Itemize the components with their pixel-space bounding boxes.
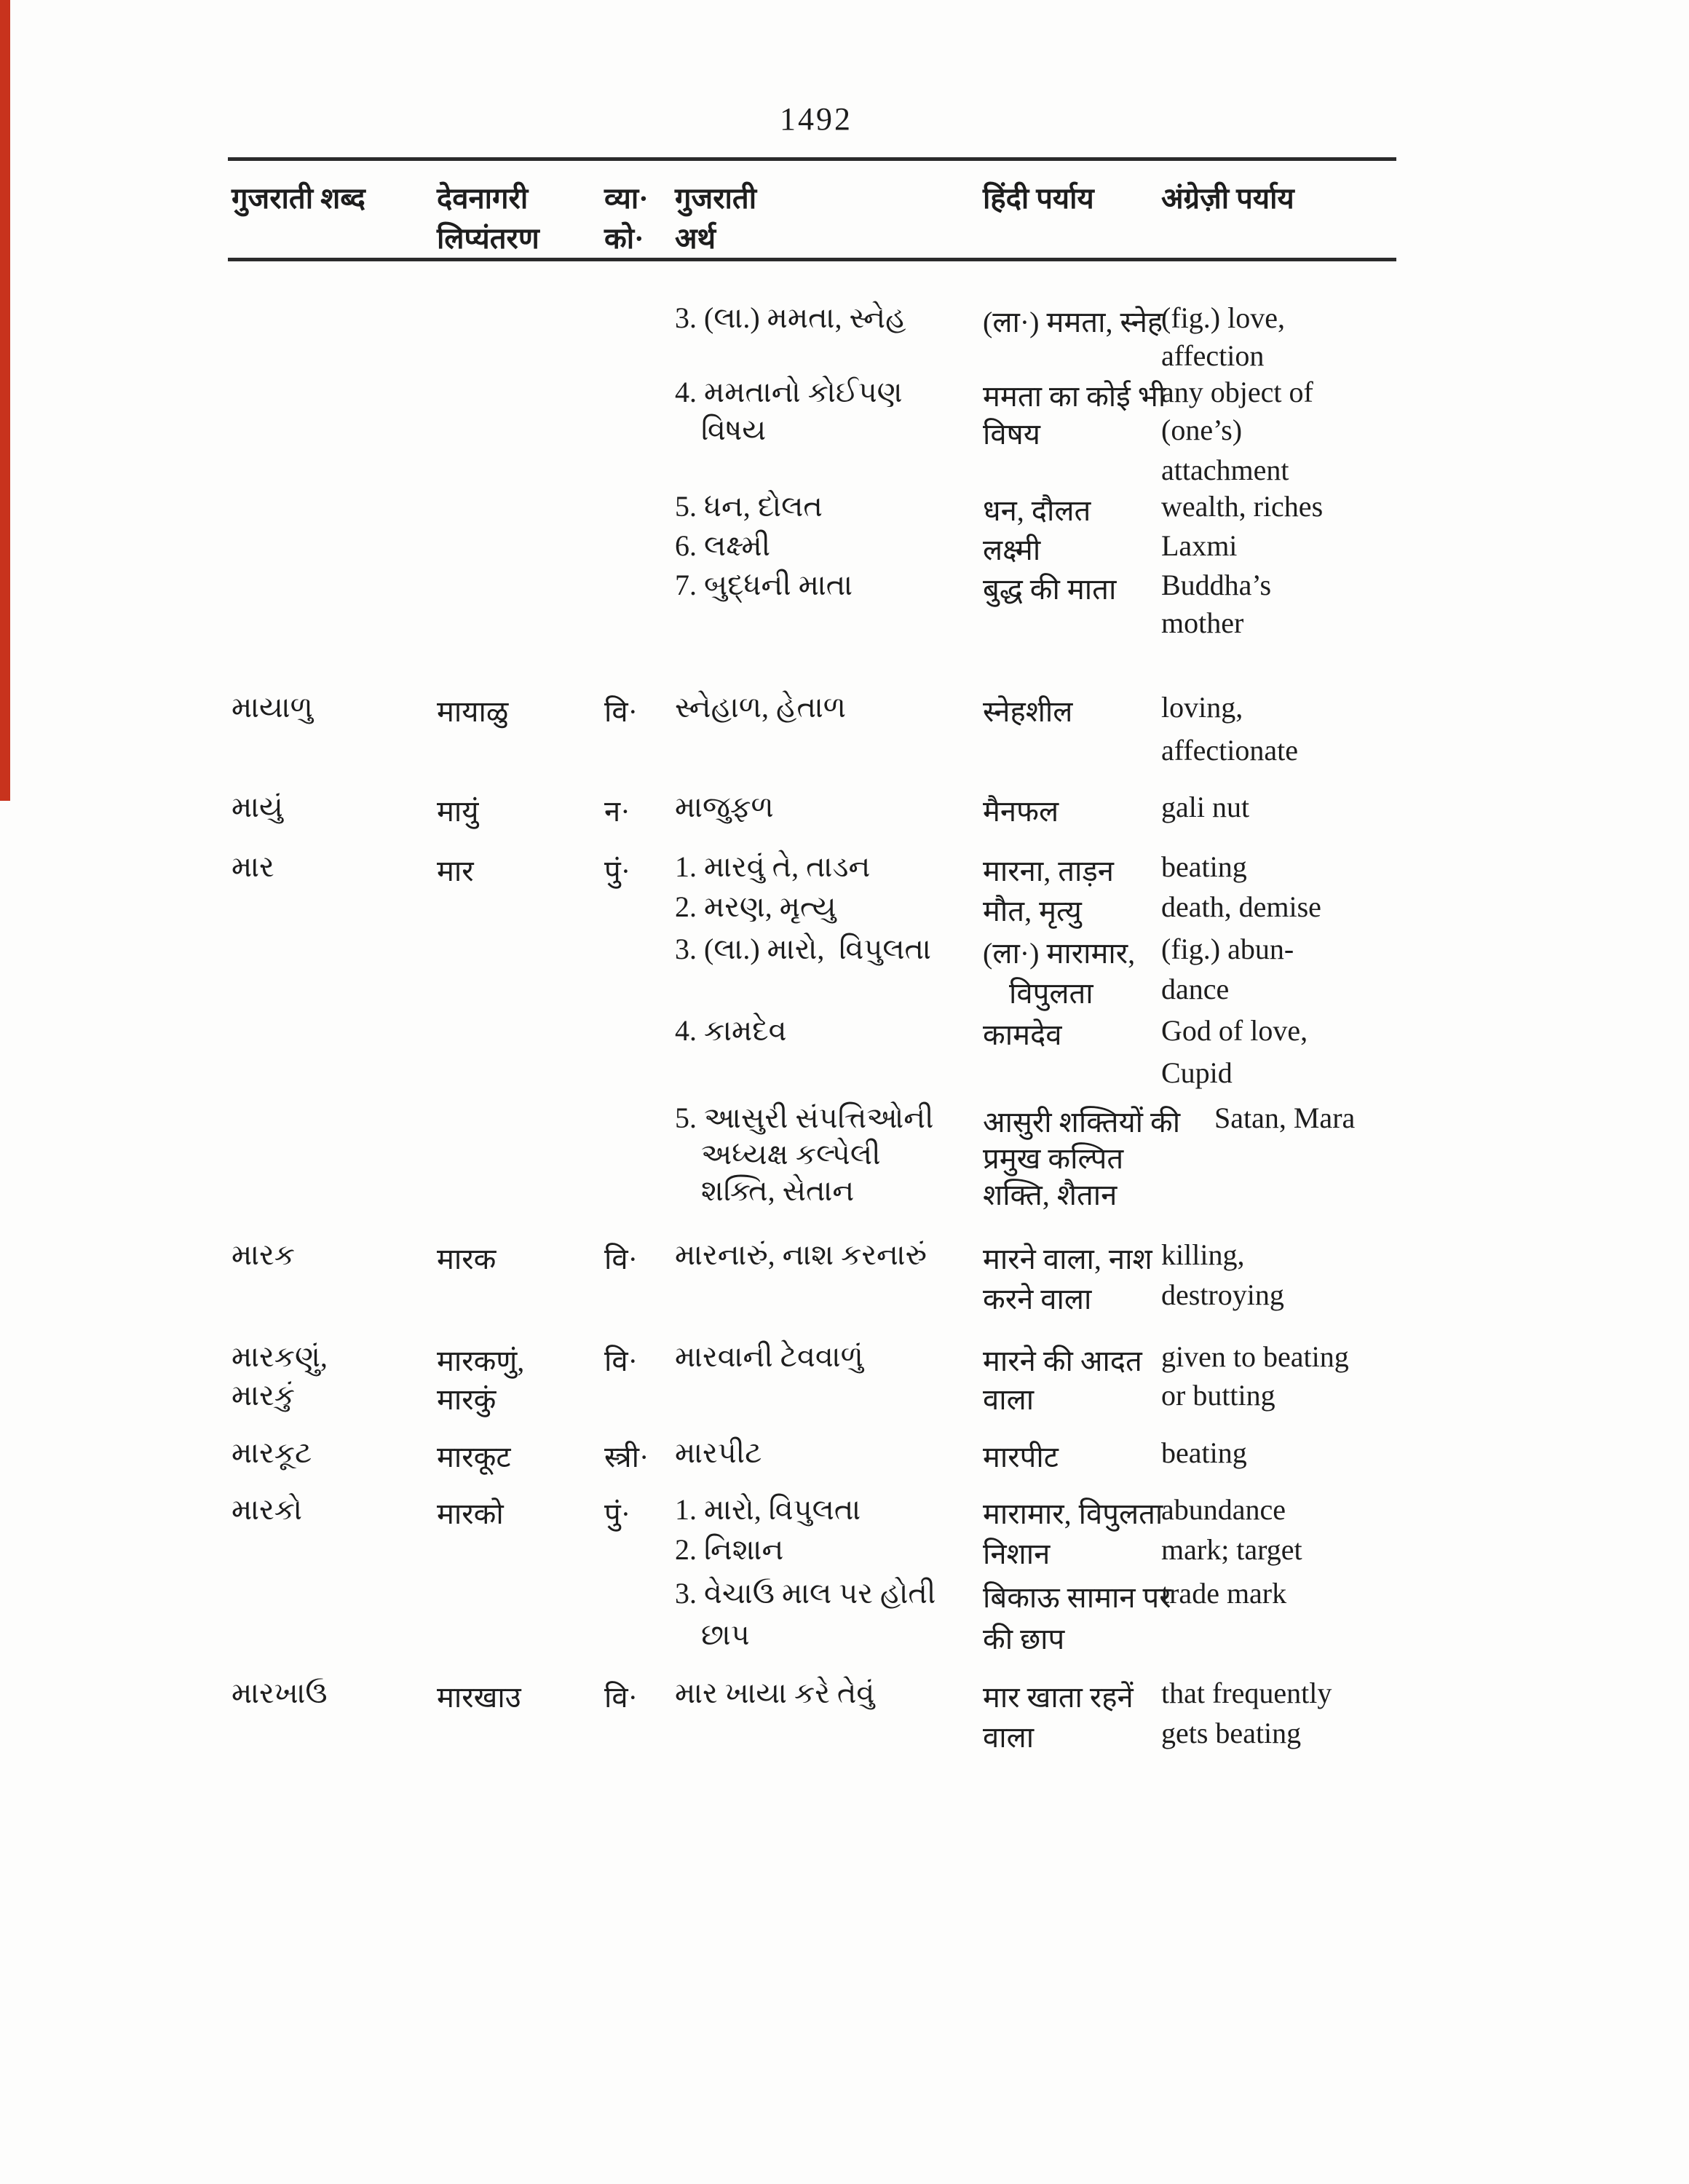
cell-hindi-synonym: स्नेहशील [983,695,1073,728]
cell-english-synonym: destroying [1161,1278,1284,1311]
cell-english-synonym: death, demise [1161,890,1321,923]
entry-line [0,1238,1689,1278]
cell-english-synonym: trade mark [1161,1577,1287,1610]
cell-english-synonym: given to beating [1161,1340,1349,1373]
entry-line [0,339,1689,379]
entry-line [0,413,1689,454]
cell-gujarati-meaning: શક્તિ, સેતાન [701,1174,855,1207]
cell-english-synonym: Buddha’s [1161,569,1272,601]
cell-grammar-category: स्त्री· [604,1441,649,1473]
cell-english-synonym: beating [1161,1436,1247,1469]
cell-gujarati-meaning: 3. (લા.) મારો, વિપુલતા [675,933,931,965]
entry-line [0,850,1689,890]
entry-line [0,932,1689,973]
entry-line [0,690,1689,731]
cell-devanagari-transliteration: मारक [437,1243,497,1275]
entry-line [0,733,1689,774]
cell-gujarati-word: મારક [232,1238,295,1271]
cell-english-synonym: Cupid [1161,1056,1233,1089]
cell-hindi-synonym: (ला·) मारामार, [983,937,1136,970]
cell-hindi-synonym: कामदेव [983,1018,1062,1051]
cell-gujarati-meaning: સ્નેહાળ, હેતાળ [675,691,846,724]
cell-grammar-category: वि· [604,695,638,728]
cell-hindi-synonym: मैनफल [983,795,1059,828]
cell-hindi-synonym: विषय [983,418,1040,451]
cell-devanagari-transliteration: मायुं [437,795,479,828]
entry-line [0,1378,1689,1419]
cell-gujarati-word: મારકો [232,1493,302,1526]
cell-gujarati-word: માયાળુ [232,691,313,724]
entry-line [0,1056,1689,1096]
cell-english-synonym: mark; target [1161,1533,1302,1566]
entry-line [0,1576,1689,1617]
cell-hindi-synonym: मारने की आदत [983,1345,1142,1377]
cell-grammar-category: वि· [604,1345,638,1377]
cell-gujarati-word: મારખાઉ [232,1677,328,1709]
cell-english-synonym: dance [1161,973,1230,1005]
header-grammar-category-line2: को· [604,222,644,255]
cell-english-synonym: that frequently [1161,1677,1332,1709]
cell-gujarati-meaning: 3. વેચાઉ માલ પર હોતી [675,1577,936,1610]
entry-line [0,1492,1689,1533]
cell-hindi-synonym: मार खाता रहनें [983,1681,1134,1714]
cell-hindi-synonym: की छाप [983,1623,1065,1655]
cell-devanagari-transliteration: मार [437,855,474,887]
header-english-synonym: अंग्रेज़ी पर्याय [1161,182,1294,215]
cell-english-synonym: God of love, [1161,1014,1308,1047]
cell-gujarati-meaning: 2. નિશાન [675,1533,784,1566]
cell-gujarati-meaning: 4. મમતાનો કોઈપણ [675,376,903,408]
cell-gujarati-word: માયું [232,791,283,823]
entry-line [0,890,1689,930]
cell-hindi-synonym: वाला [983,1383,1035,1416]
cell-gujarati-meaning: 5. આસુરી સંપત્તિઓની [675,1101,934,1134]
cell-hindi-synonym: निशान [983,1538,1051,1570]
cell-gujarati-word: મારકૂટ [232,1436,312,1469]
header-hindi-synonym: हिंदी पर्याय [983,182,1094,215]
header-gujarati-meaning: गुजराती [675,182,757,215]
cell-devanagari-transliteration: मारकूट [437,1441,511,1473]
cell-english-synonym: attachment [1161,454,1289,486]
cell-english-synonym: affectionate [1161,734,1299,767]
cell-gujarati-meaning: 4. કામદેવ [675,1014,787,1047]
cell-gujarati-meaning: મારનારું, નાશ કરનારું [675,1238,927,1271]
cell-english-synonym: any object of [1161,376,1313,408]
cell-grammar-category: न· [604,795,630,828]
cell-hindi-synonym: बिकाऊ सामान पर [983,1581,1171,1614]
entry-line [0,489,1689,530]
cell-english-synonym: beating [1161,850,1247,883]
cell-devanagari-transliteration: मारको [437,1497,504,1530]
cell-hindi-synonym: बुद्ध की माता [983,573,1117,606]
cell-hindi-synonym: विपुलता [1009,977,1093,1010]
cell-english-synonym: (fig.) abun- [1161,933,1294,965]
header-gujarati-word: गुजराती शब्द [232,182,365,215]
cell-english-synonym: (fig.) love, [1161,301,1285,334]
header-bottom-rule [228,258,1396,261]
cell-devanagari-transliteration: मारकुं [437,1383,497,1416]
cell-hindi-synonym: (ला·) ममता, स्नेह [983,306,1163,339]
cell-hindi-synonym: मारने वाला, नाश [983,1243,1152,1275]
cell-english-synonym: Laxmi [1161,529,1238,562]
cell-english-synonym: (one’s) [1161,414,1243,446]
entry-line [0,1340,1689,1380]
cell-english-synonym: wealth, riches [1161,490,1324,523]
cell-devanagari-transliteration: मारकणुं, [437,1345,525,1377]
header-top-rule [228,157,1396,161]
cell-gujarati-meaning: 2. મરણ, મૃત્યુ [675,890,836,923]
entry-line [0,1137,1689,1178]
cell-english-synonym: loving, [1161,691,1243,724]
cell-gujarati-meaning: 1. મારો, વિપુલતા [675,1493,861,1526]
entry-line [0,529,1689,569]
cell-hindi-synonym: मारपीट [983,1441,1059,1473]
cell-gujarati-word: મારકણું, [232,1340,328,1373]
cell-hindi-synonym: प्रमुख कल्पित [983,1142,1124,1175]
entry-line [0,1436,1689,1476]
cell-gujarati-meaning: મારવાની ટેવવાળું [675,1340,863,1373]
cell-gujarati-meaning: અધ્યક્ષ કલ્પેલી [701,1138,881,1171]
entry-line [0,301,1689,341]
cell-hindi-synonym: मारामार, विपुलता [983,1497,1163,1530]
cell-english-synonym: gets beating [1161,1717,1302,1749]
header-devanagari-transliteration-line2: लिप्यंतरण [437,222,539,255]
cell-gujarati-meaning: 6. લક્ષ્મી [675,529,771,562]
cell-hindi-synonym: करने वाला [983,1283,1092,1315]
entry-line [0,1716,1689,1757]
cell-english-synonym: Satan, Mara [1214,1101,1356,1134]
cell-english-synonym: abundance [1161,1493,1286,1526]
cell-hindi-synonym: ममता का कोई भी [983,380,1166,413]
cell-gujarati-meaning: છાપ [701,1618,750,1651]
cell-devanagari-transliteration: मारखाउ [437,1681,521,1714]
cell-grammar-category: पुं· [604,1497,631,1530]
entry-line [0,1174,1689,1214]
cell-hindi-synonym: मारना, ताड़न [983,855,1114,887]
cell-gujarati-meaning: માર ખાયા કરે તેવું [675,1677,875,1709]
cell-english-synonym: killing, [1161,1238,1245,1271]
page-number: 1492 [780,101,853,137]
entry-line [0,1676,1689,1717]
header-devanagari-transliteration: देवनागरी [437,182,529,215]
table-header-row-1 [0,177,1689,218]
entry-line [0,972,1689,1013]
cell-grammar-category: पुं· [604,855,631,887]
cell-hindi-synonym: धन, दौलत [983,494,1091,527]
cell-english-synonym: mother [1161,606,1244,639]
cell-gujarati-meaning: 3. (લા.) મમતા, સ્નેહ [675,301,906,334]
cell-english-synonym: affection [1161,339,1265,372]
cell-gujarati-meaning: મારપીટ [675,1436,762,1469]
entry-line [0,453,1689,494]
entry-line [0,1101,1689,1142]
cell-gujarati-meaning: 5. ધન, દોલત [675,490,823,523]
entry-line [0,1618,1689,1658]
cell-grammar-category: वि· [604,1243,638,1275]
cell-gujarati-word: માર [232,850,274,883]
cell-gujarati-word: મારકું [232,1379,295,1412]
cell-gujarati-meaning: 1. મારવું તે, તાડન [675,850,871,883]
entry-line [0,1532,1689,1573]
cell-grammar-category: वि· [604,1681,638,1714]
entry-line [0,606,1689,646]
cell-hindi-synonym: मौत, मृत्यु [983,895,1082,927]
cell-devanagari-transliteration: मायाळु [437,695,509,728]
cell-gujarati-meaning: 7. બુદ્ધની માતા [675,569,853,601]
entry-line [0,790,1689,831]
cell-hindi-synonym: वाला [983,1721,1035,1754]
cell-hindi-synonym: लक्ष्मी [983,534,1041,566]
entry-line [0,1278,1689,1318]
cell-gujarati-meaning: માજુફળ [675,791,774,823]
entry-line [0,375,1689,416]
cell-hindi-synonym: आसुरी शक्तियों की [983,1106,1181,1139]
entry-line [0,1013,1689,1054]
entry-line [0,568,1689,609]
cell-english-synonym: or butting [1161,1379,1275,1412]
cell-english-synonym: gali nut [1161,791,1250,823]
header-gujarati-meaning-line2: अर्थ [675,222,716,255]
cell-hindi-synonym: शक्ति, शैतान [983,1179,1118,1211]
table-header-row-2 [0,217,1689,258]
header-grammar-category: व्या· [604,182,649,215]
cell-gujarati-meaning: વિષય [701,414,767,446]
